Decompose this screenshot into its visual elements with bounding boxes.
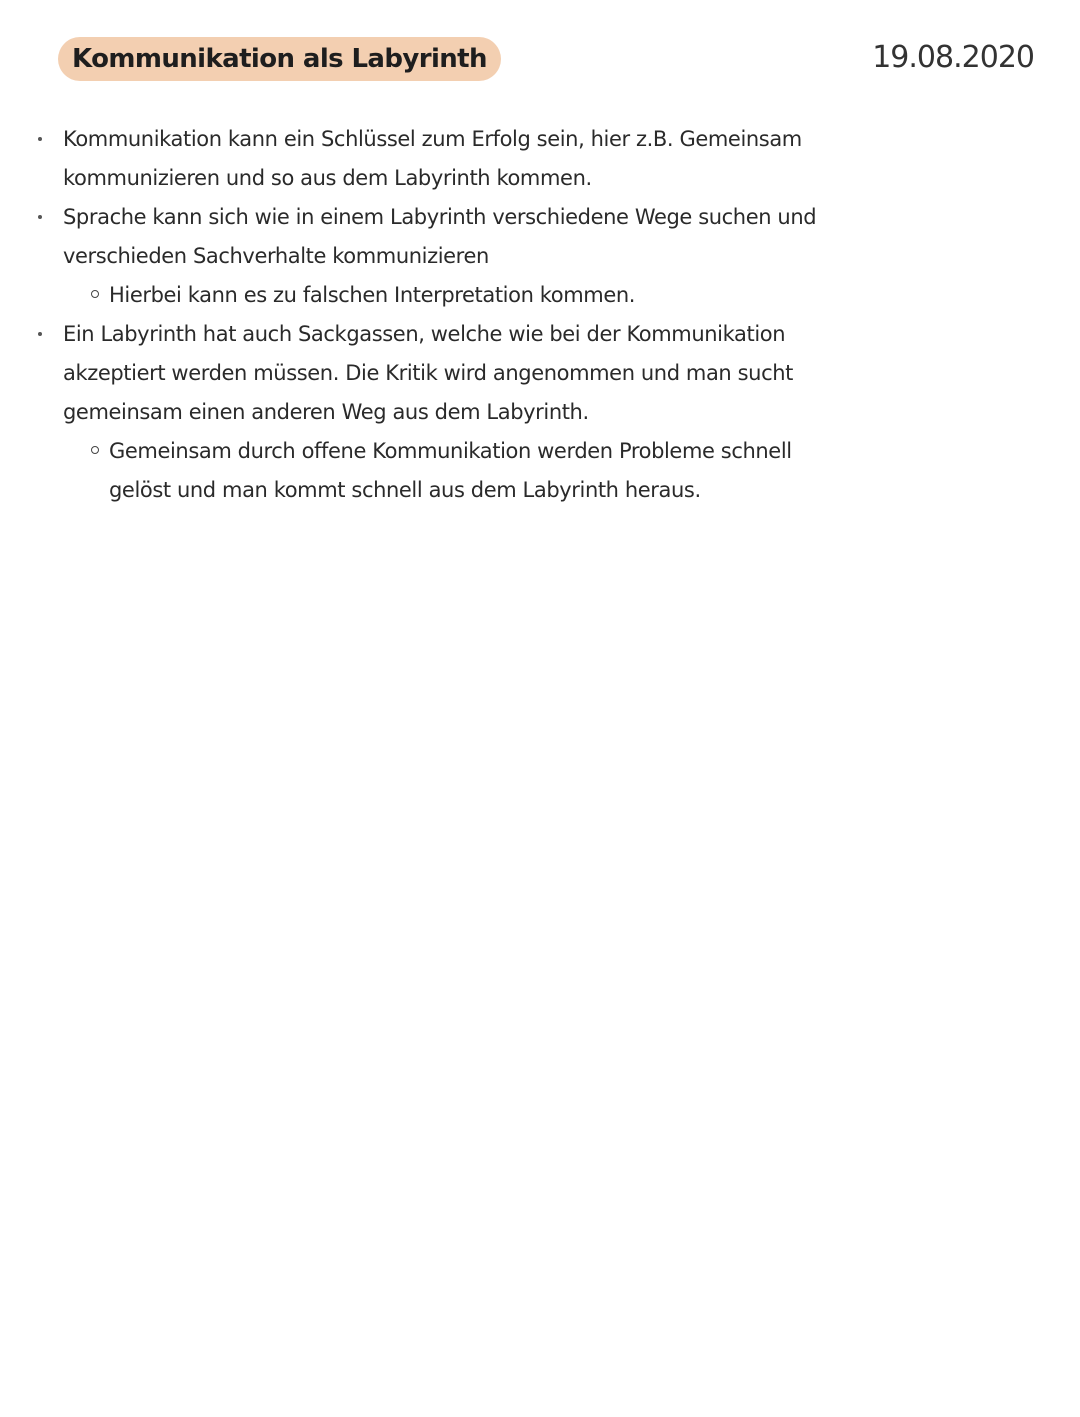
bullet-circle-icon (91, 446, 99, 454)
sub-list-item-text: Gemeinsam durch offene Kommunikation werden Probleme schnell gelöst und man kommt schnell aus dem Labyrinth heraus. (109, 439, 792, 502)
list-item-text: Kommunikation kann ein Schlüssel zum Erfolg sein, hier z.B. Gemeinsam kommunizieren und so aus dem Labyrinth kommen. (63, 127, 802, 190)
bullet-dot-icon (38, 137, 42, 141)
bullet-dot-icon (38, 332, 42, 336)
bullet-dot-icon (38, 215, 42, 219)
list-item-text: Sprache kann sich wie in einem Labyrinth verschiedene Wege suchen und verschieden Sachverhalte kommunizieren (63, 205, 817, 268)
list-item (0, 315, 863, 432)
sub-list-item (0, 276, 859, 315)
list-item-text: Ein Labyrinth hat auch Sackgassen, welche wie bei der Kommunikation akzeptiert werden müssen. Die Kritik wird angenommen und man sucht gemeinsam einen anderen Weg aus dem Labyrinth. (63, 322, 793, 424)
note-list (0, 120, 1080, 510)
note-date: 19.08.2020 (872, 40, 1034, 75)
list-item (0, 198, 863, 276)
sub-list-item-text: Hierbei kann es zu falschen Interpretation kommen. (109, 283, 636, 307)
page-title: Kommunikation als Labyrinth (58, 37, 501, 81)
bullet-circle-icon (91, 290, 99, 298)
sub-list-item (0, 432, 859, 510)
list-item (0, 120, 863, 198)
